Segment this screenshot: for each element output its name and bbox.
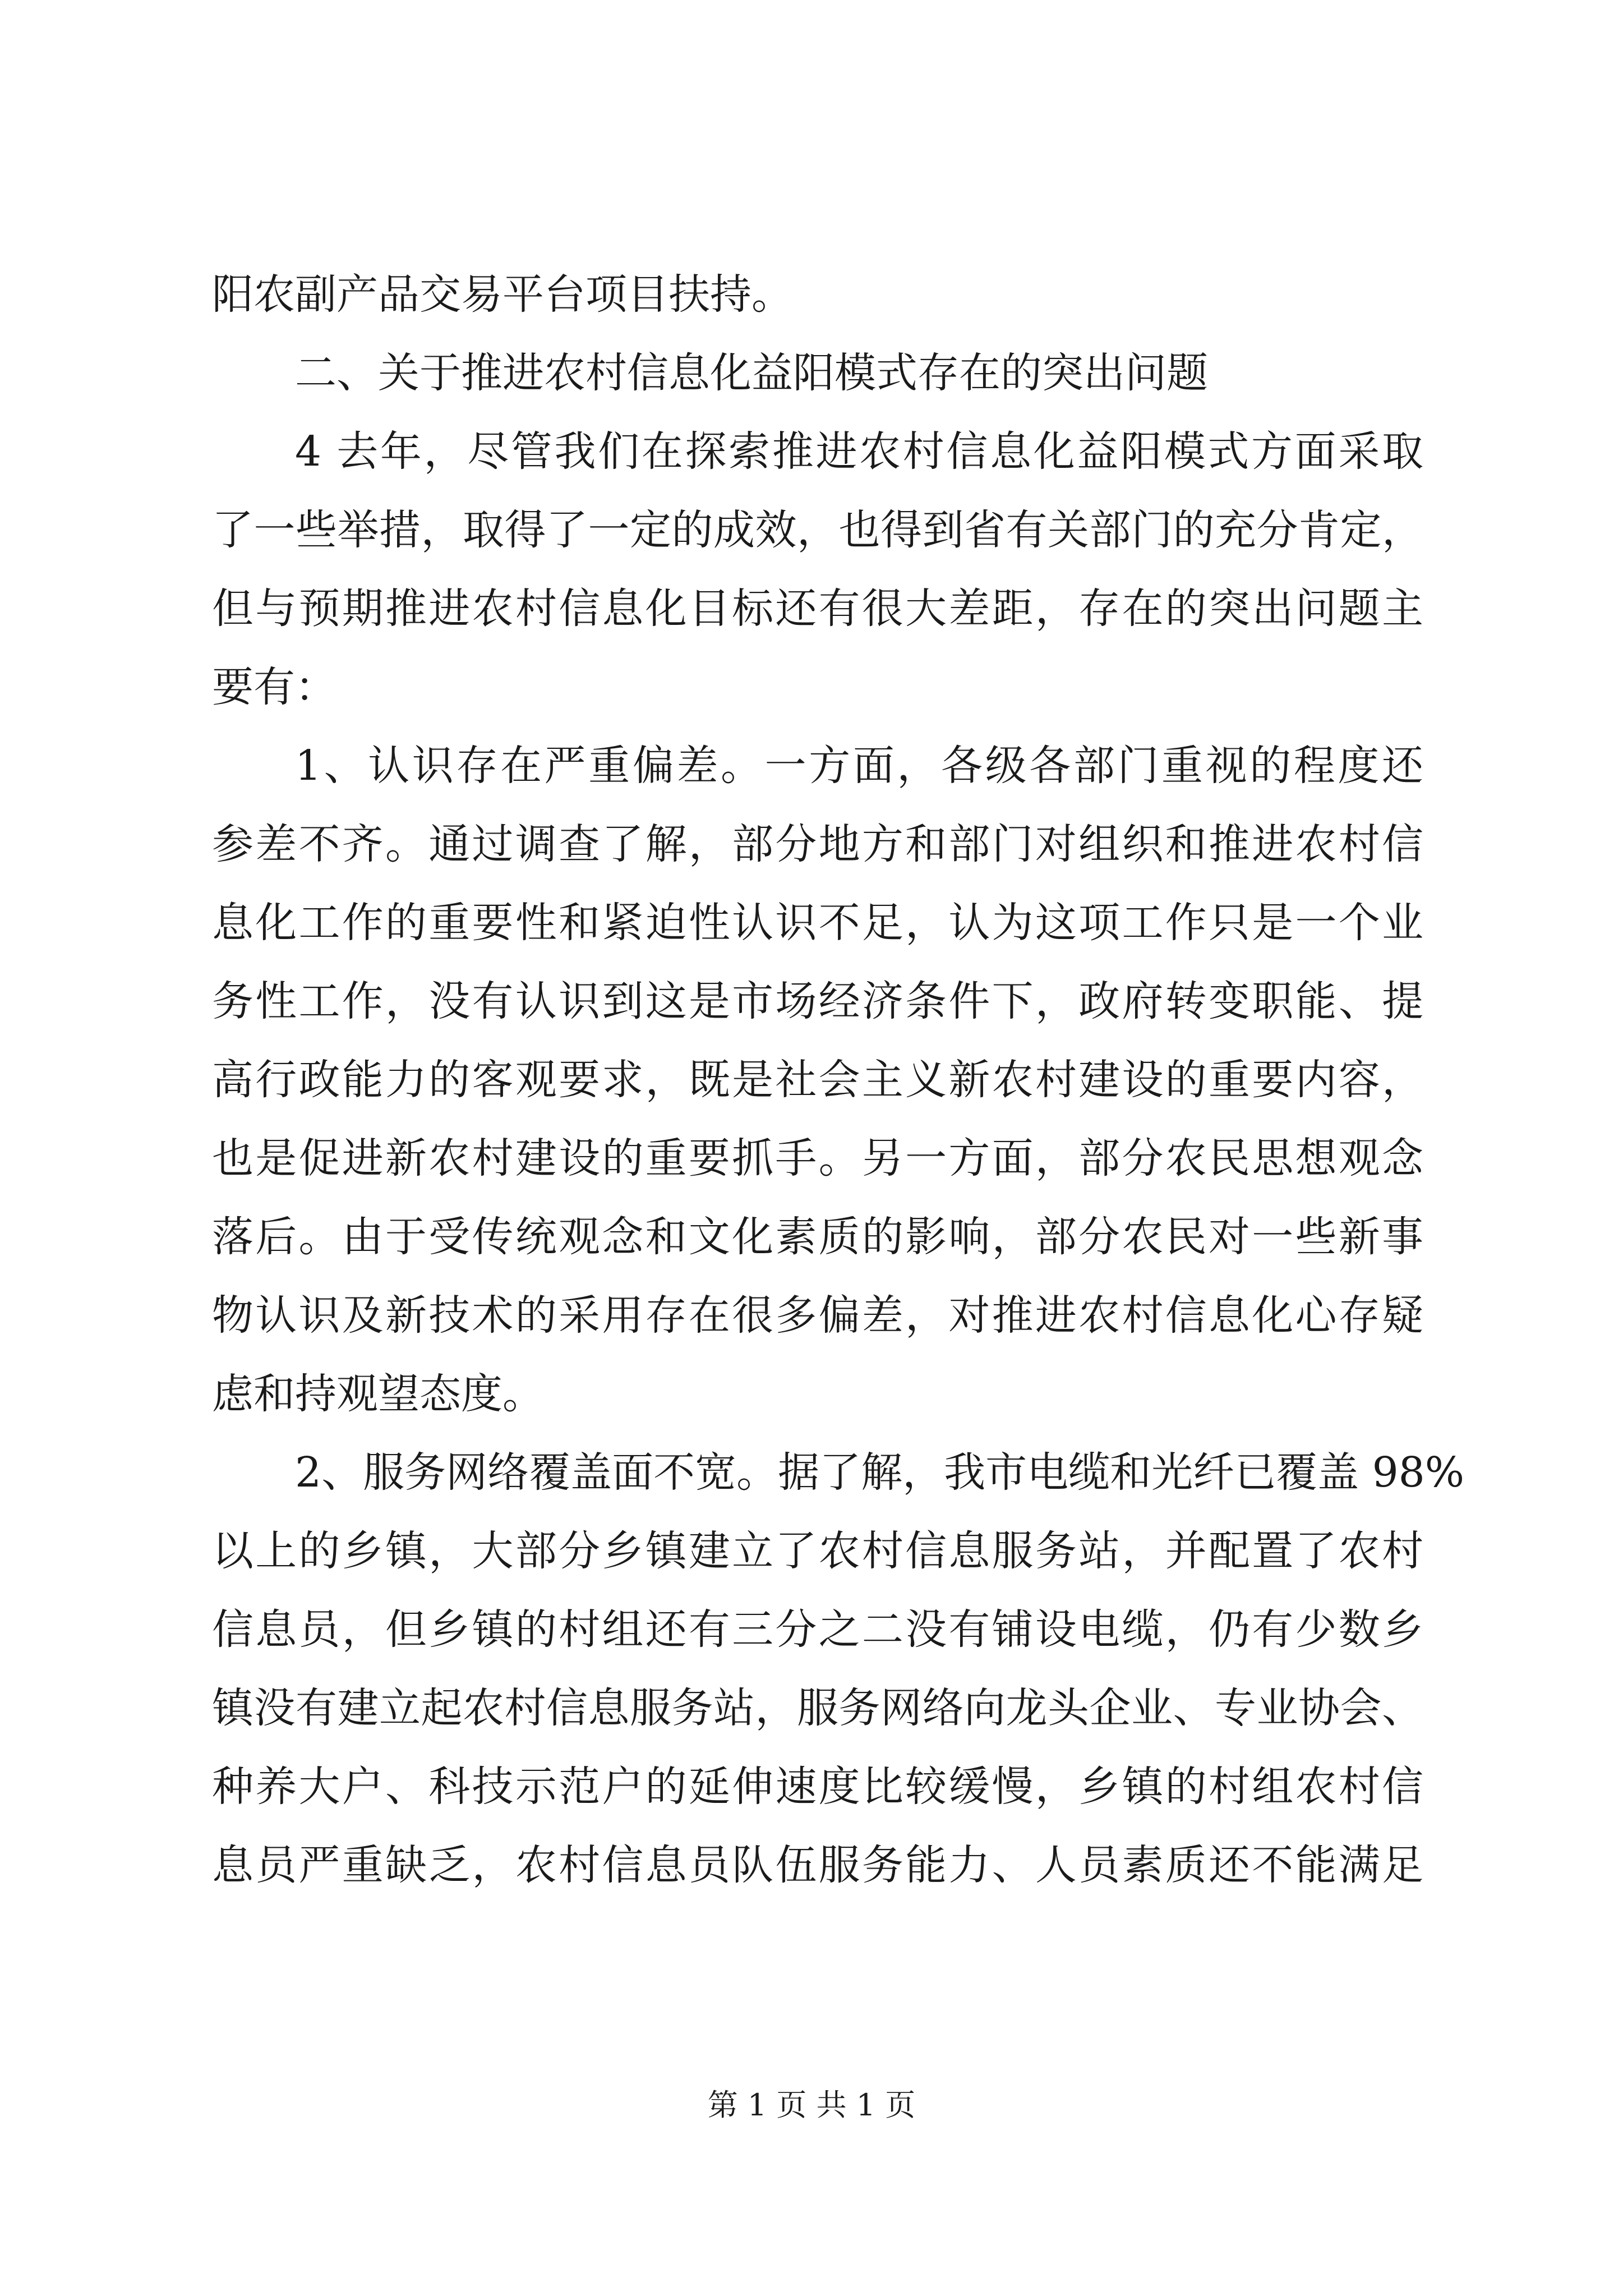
text-line: 务性工作，没有认识到这是市场经济条件下，政府转变职能、提 bbox=[212, 977, 1423, 1025]
text-line: 物认识及新技术的采用存在很多偏差，对推进农村信息化心存疑 bbox=[212, 1291, 1423, 1340]
text-line: 4 去年，尽管我们在探索推进农村信息化益阳模式方面采取 bbox=[295, 427, 1423, 476]
text-line: 2、服务网络覆盖面不宽。据了解，我市电缆和光纤已覆盖 98% bbox=[295, 1448, 1465, 1497]
text-line: 要有： bbox=[212, 663, 336, 711]
text-line: 参差不齐。通过调查了解，部分地方和部门对组织和推进农村信 bbox=[212, 820, 1423, 868]
text-line: 1、认识存在严重偏差。一方面，各级各部门重视的程度还 bbox=[295, 742, 1423, 790]
page-footer: 第 1 页 共 1 页 bbox=[707, 2087, 916, 2123]
text-line: 信息员，但乡镇的村组还有三分之二没有铺设电缆，仍有少数乡 bbox=[212, 1605, 1423, 1654]
text-line: 镇没有建立起农村信息服务站，服务网络向龙头企业、专业协会、 bbox=[212, 1684, 1423, 1732]
text-line: 种养大户、科技示范户的延伸速度比较缓慢，乡镇的村组农村信 bbox=[212, 1763, 1423, 1811]
text-line: 虑和持观望态度。 bbox=[212, 1370, 544, 1418]
text-line: 高行政能力的客观要求，既是社会主义新农村建设的重要内容， bbox=[212, 1056, 1423, 1104]
text-line: 但与预期推进农村信息化目标还有很大差距，存在的突出问题主 bbox=[212, 585, 1423, 633]
text-line: 以上的乡镇，大部分乡镇建立了农村信息服务站，并配置了农村 bbox=[212, 1527, 1423, 1575]
text-line: 落后。由于受传统观念和文化素质的影响，部分农民对一些新事 bbox=[212, 1213, 1423, 1261]
document-body bbox=[212, 255, 1465, 1904]
text-line: 阳农副产品交易平台项目扶持。 bbox=[212, 270, 793, 319]
text-line: 也是促进新农村建设的重要抓手。另一方面，部分农民思想观念 bbox=[212, 1134, 1423, 1182]
text-line: 了一些举措，取得了一定的成效，也得到省有关部门的充分肯定， bbox=[212, 506, 1423, 554]
text-line: 息员严重缺乏，农村信息员队伍服务能力、人员素质还不能满足 bbox=[212, 1841, 1423, 1889]
text-line: 息化工作的重要性和紧迫性认识不足，认为这项工作只是一个业 bbox=[212, 899, 1423, 947]
text-line: 二、关于推进农村信息化益阳模式存在的突出问题 bbox=[295, 349, 1208, 397]
